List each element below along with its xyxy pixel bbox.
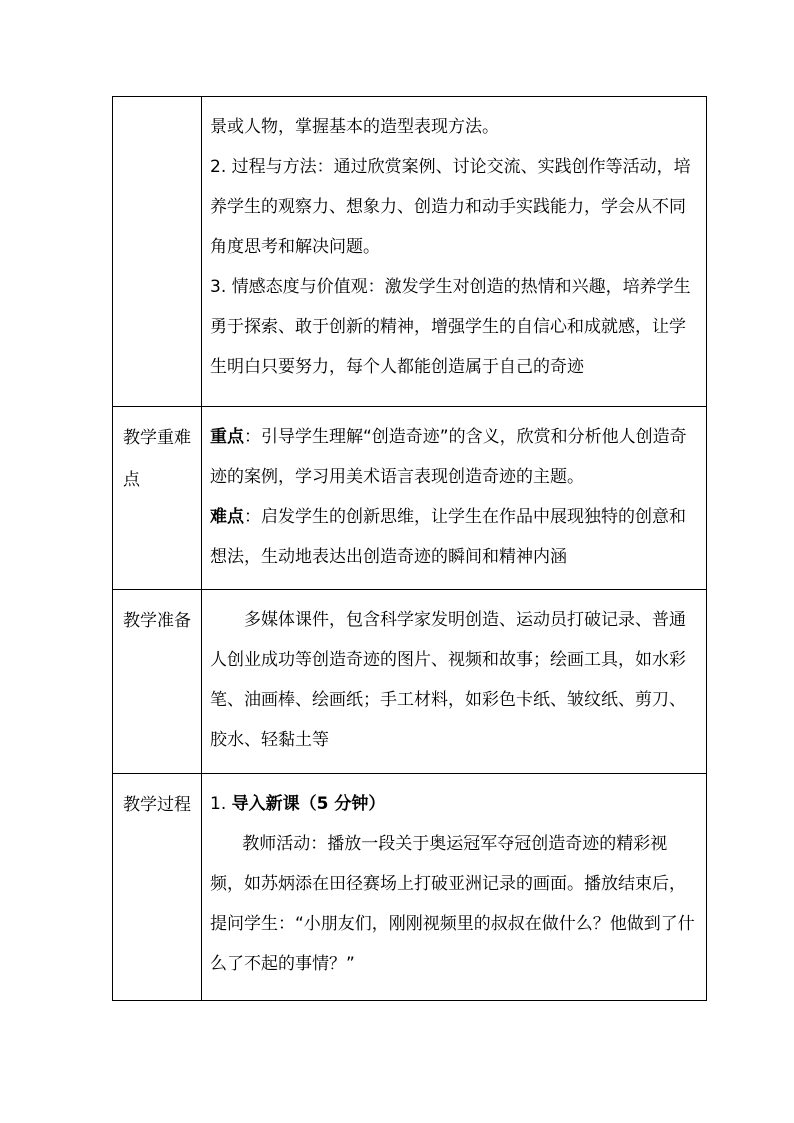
section-title: 导入新课（5 分钟）: [231, 794, 386, 814]
preparation-text: 多媒体课件，包含科学家发明创造、运动员打破记录、普通人创业成功等创造奇迹的图片、视频和故事；绘画工具，如水彩笔、油画棒、绘画纸；手工材料，如彩色卡纸、皱纹纸、剪刀、胶水、轻黏土等: [210, 610, 686, 750]
difficulty-paragraph: [210, 497, 698, 577]
row-process: [113, 774, 707, 1001]
section-number: 1.: [210, 794, 227, 814]
process-label-cell: [113, 774, 202, 1001]
process-label: 教学过程: [123, 795, 191, 815]
objectives-content-cell: [202, 97, 707, 407]
item-3-number: 3.: [210, 277, 227, 297]
process-section-heading: [210, 784, 698, 824]
teacher-activity-text: 教师活动：播放一段关于奥运冠军夺冠创造奇迹的精彩视频，如苏炳添在田径赛场上打破亚洲记录的画面。播放结束后，提问学生：“小朋友们，刚刚视频里的叔叔在做什么？他做到了什么了不起的事情？”: [210, 834, 695, 974]
objectives-item-3: [210, 267, 698, 387]
preparation-label: 教学准备: [123, 611, 191, 631]
preparation-label-cell: [113, 590, 202, 774]
objectives-line-1: 景或人物，掌握基本的造型表现方法。: [210, 117, 499, 137]
lesson-plan-table: [112, 96, 707, 1001]
focus-title: 重点: [210, 427, 244, 447]
difficulty-title: 难点: [210, 507, 244, 527]
item-2-number: 2.: [210, 157, 227, 177]
key-points-label-cell: [113, 407, 202, 590]
row-objectives: [113, 97, 707, 407]
item-2-text: 过程与方法：通过欣赏案例、讨论交流、实践创作等活动，培养学生的观察力、想象力、创造力和动手实践能力，学会从不同角度思考和解决问题。: [210, 157, 691, 257]
objectives-label-cell: [113, 97, 202, 407]
row-preparation: [113, 590, 707, 774]
item-3-text: 情感态度与价值观：激发学生对创造的热情和兴趣，培养学生勇于探索、敢于创新的精神，增强学生的自信心和成就感，让学生明白只要努力，每个人都能创造属于自己的奇迹: [210, 277, 691, 377]
objectives-item-2: [210, 147, 698, 267]
key-points-content-cell: [202, 407, 707, 590]
focus-paragraph: [210, 417, 698, 497]
objectives-label: [113, 97, 201, 107]
process-content-cell: [202, 774, 707, 1001]
key-points-label: 教学重难点: [123, 428, 191, 490]
preparation-content-cell: [202, 590, 707, 774]
row-key-points: [113, 407, 707, 590]
focus-text: ：引导学生理解“创造奇迹”的含义，欣赏和分析他人创造奇迹的案例，学习用美术语言表现创造奇迹的主题。: [210, 427, 687, 487]
difficulty-text: ：启发学生的创新思维，让学生在作品中展现独特的创意和想法，生动地表达出创造奇迹的瞬间和精神内涵: [210, 507, 686, 567]
